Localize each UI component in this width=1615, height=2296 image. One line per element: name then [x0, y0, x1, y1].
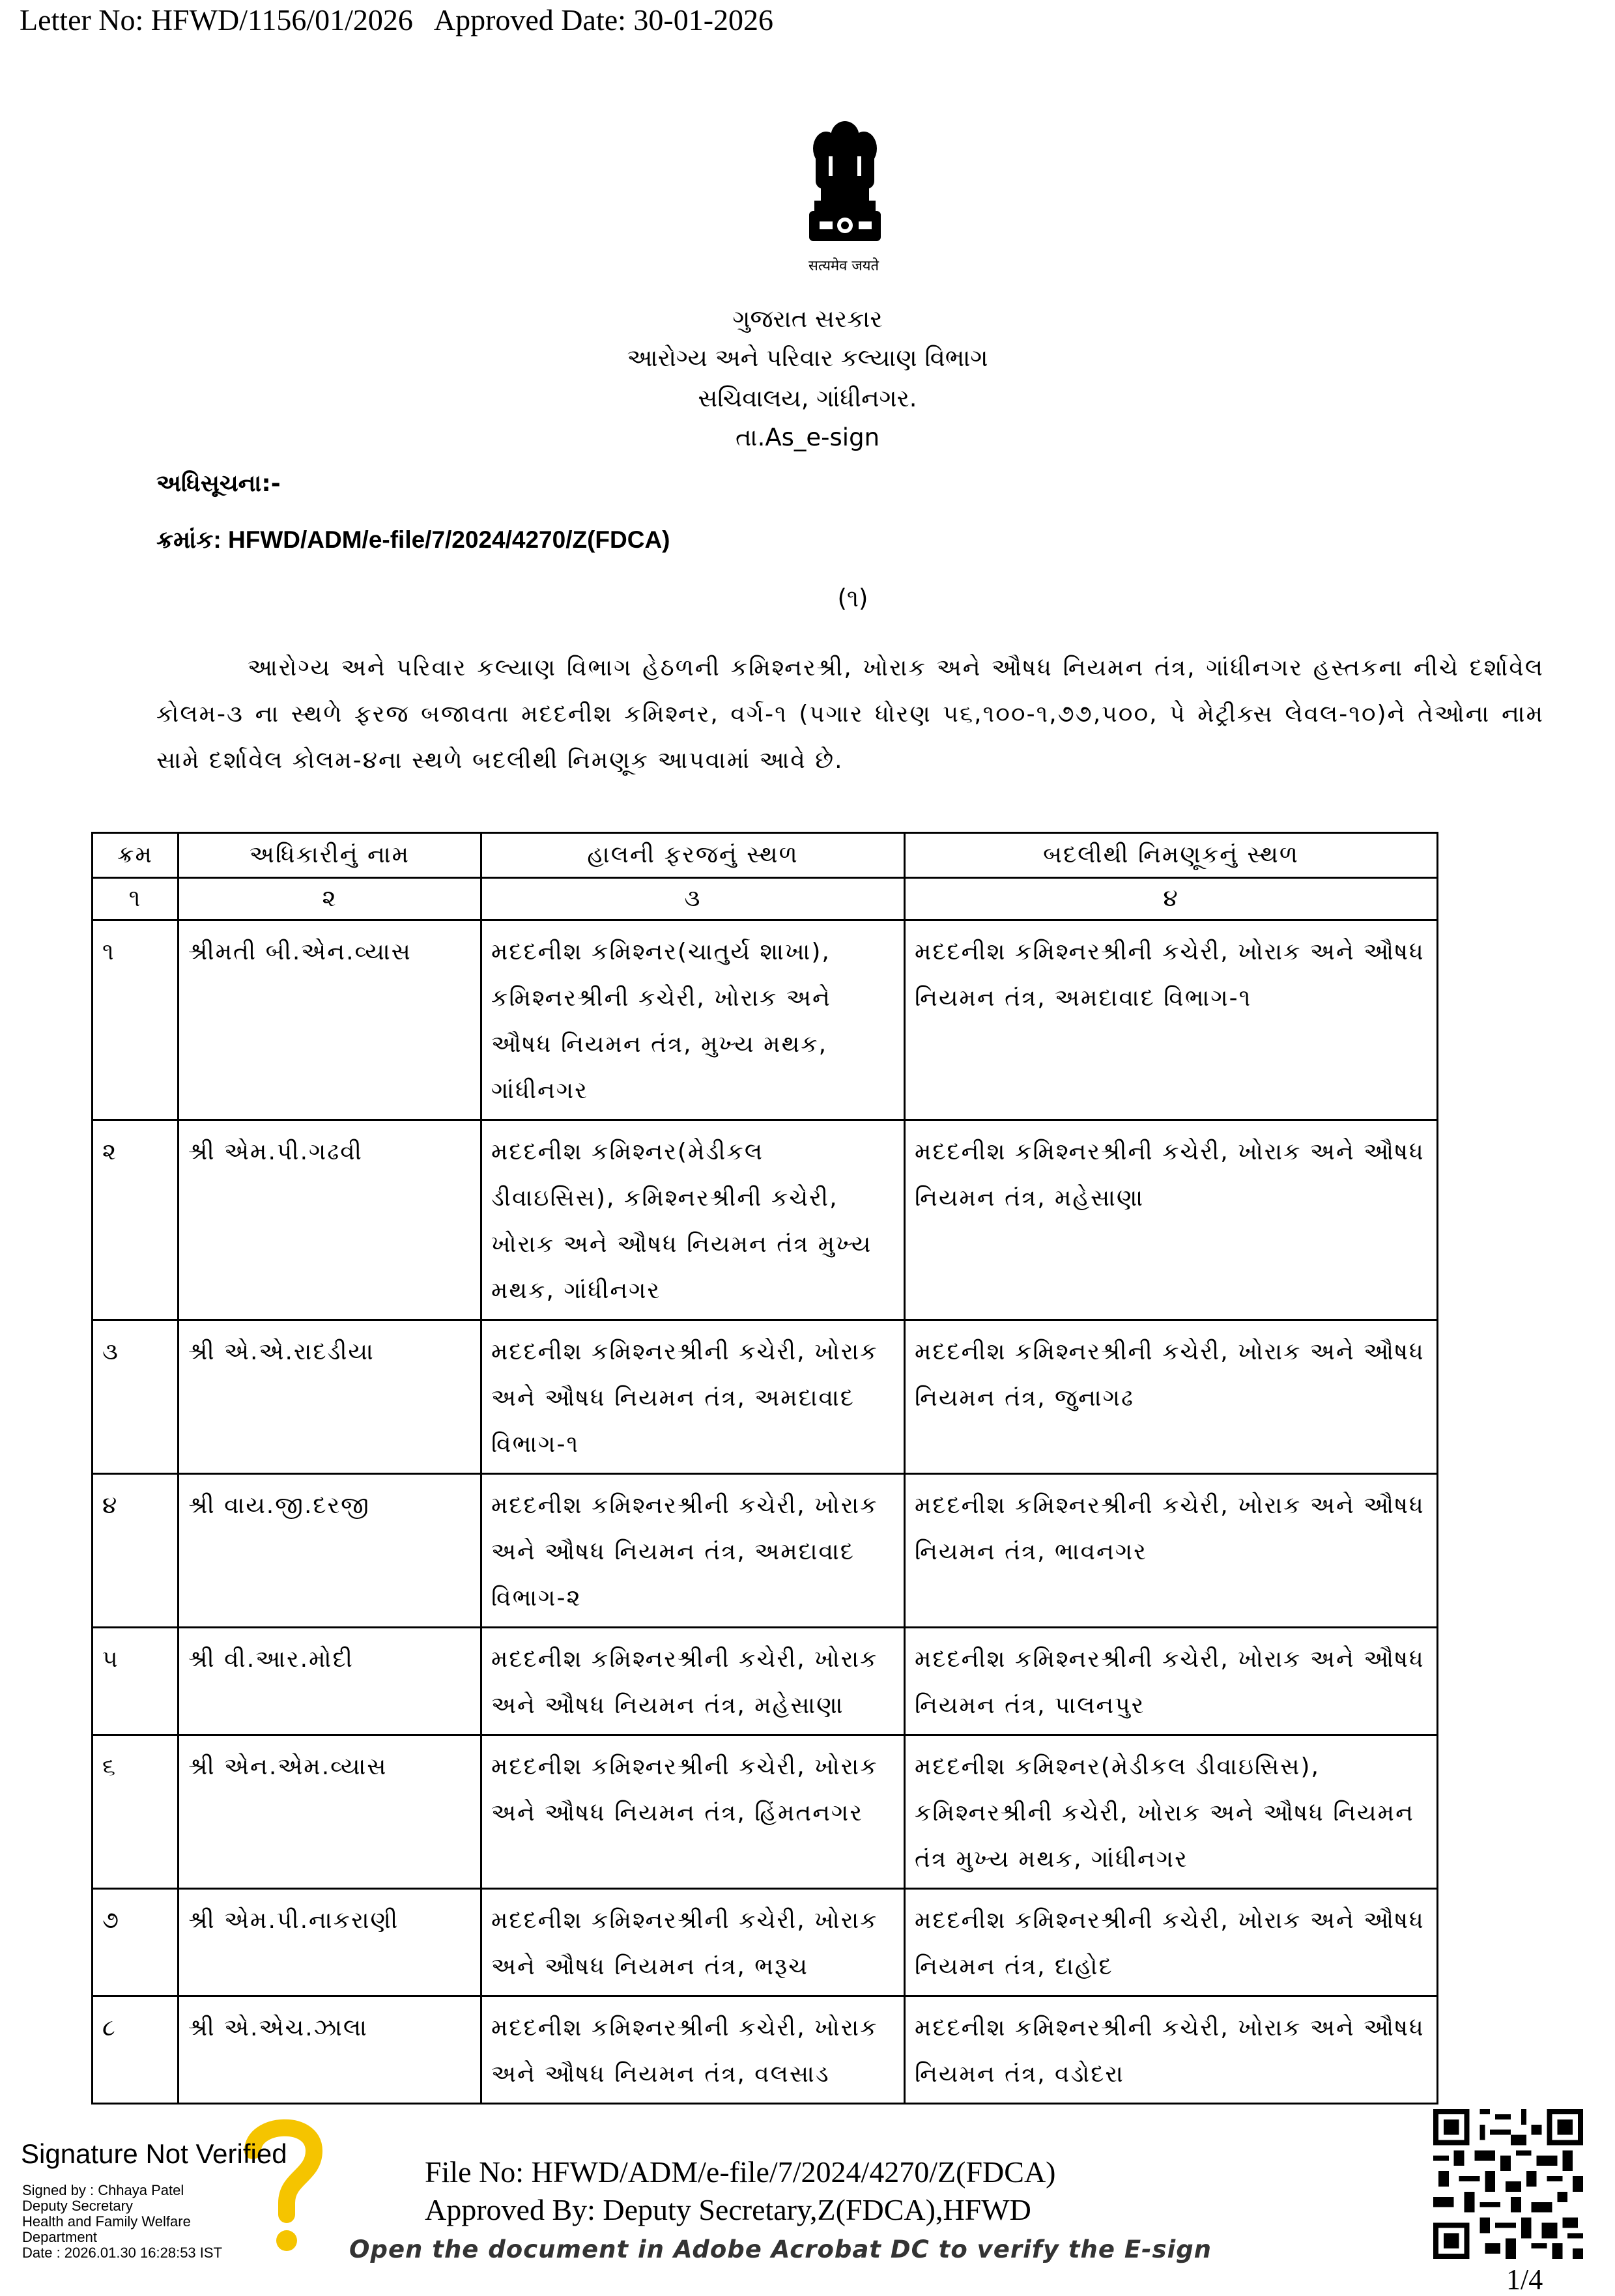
- table-row: [93, 1996, 1438, 2104]
- signer-department-cont: Department: [22, 2229, 97, 2245]
- serial-cell: ૭: [93, 1889, 179, 1996]
- signed-by: Signed by : Chhaya Patel: [22, 2182, 184, 2198]
- officer-name-cell: શ્રી એન.એમ.વ્યાસ: [179, 1735, 481, 1889]
- table-row: [93, 1889, 1438, 1996]
- signer-designation: Deputy Secretary: [22, 2198, 133, 2214]
- table-row: [93, 1628, 1438, 1735]
- table-row: [93, 920, 1438, 1120]
- new-posting-cell: મદદનીશ કમિશ્નરશ્રીની કચેરી, ખોરાક અને ઔષધ નિયમન તંત્ર, ભાવનગર: [905, 1474, 1438, 1628]
- officer-name-cell: શ્રી એમ.પી.નાકરાણી: [179, 1889, 481, 1996]
- current-posting-cell: મદદનીશ કમિશ્નર(મેડીકલ ડીવાઇસિસ), કમિશ્નરશ્રીની કચેરી, ખોરાક અને ઔષધ નિયમન તંત્ર મુખ્ય મથક, ગાંધીનગર: [481, 1120, 905, 1320]
- new-posting-cell: મદદનીશ કમિશ્નરશ્રીની કચેરી, ખોરાક અને ઔષધ નિયમન તંત્ર, પાલનપુર: [905, 1628, 1438, 1735]
- current-posting-cell: મદદનીશ કમિશ્નરશ્રીની કચેરી, ખોરાક અને ઔષધ નિયમન તંત્ર, અમદાવાદ વિભાગ-૨: [481, 1474, 905, 1628]
- paragraph-number: (૧): [837, 584, 868, 612]
- serial-cell: ૨: [93, 1120, 179, 1320]
- notification-paragraph: આરોગ્ય અને પરિવાર કલ્યાણ વિભાગ હેઠળની કમિશ્નરશ્રી, ખોરાક અને ઔષધ નિયમન તંત્ર, ગાંધીનગર હસ્તકના નીચે દર્શાવેલ કોલમ-૩ ના સ્થળે ફરજ બજાવતા મદદનીશ કમિશ્નર, વર્ગ-૧ (પગાર ધોરણ ૫૬,૧૦૦-૧,૭૭,૫૦૦, પે મેટ્રીક્સ લેવલ-૧૦)ને તેઓના નામ સામે દર્શાવેલ કોલમ-૪ના સ્થળે બદલીથી નિમણૂક આપવામાં આવે છે.: [156, 655, 1544, 774]
- officer-name-cell: શ્રી એ.એચ.ઝાલા: [179, 1996, 481, 2104]
- signature-unverified-question-icon[interactable]: [241, 2110, 326, 2260]
- signer-department: Health and Family Welfare: [22, 2213, 191, 2230]
- serial-cell: ૩: [93, 1320, 179, 1474]
- header-serial: ક્રમ: [93, 833, 179, 878]
- current-posting-cell: મદદનીશ કમિશ્નરશ્રીની કચેરી, ખોરાક અને ઔષધ નિયમન તંત્ર, ભરૂચ: [481, 1889, 905, 1996]
- header-new-posting: બદલીથી નિમણૂકનું સ્થળ: [905, 833, 1438, 878]
- column-number: ૪: [905, 878, 1438, 920]
- new-posting-cell: મદદનીશ કમિશ્નરશ્રીની કચેરી, ખોરાક અને ઔષધ નિયમન તંત્ર, મહેસાણા: [905, 1120, 1438, 1320]
- table-header-row: [93, 833, 1438, 878]
- office-location: સચિવાલય, ગાંધીનગર.: [698, 384, 917, 412]
- officer-name-cell: શ્રીમતી બી.એન.વ્યાસ: [179, 920, 481, 1120]
- table-row: [93, 1120, 1438, 1320]
- serial-cell: ૬: [93, 1735, 179, 1889]
- new-posting-cell: મદદનીશ કમિશ્નરશ્રીની કચેરી, ખોરાક અને ઔષધ નિયમન તંત્ર, દાહોદ: [905, 1889, 1438, 1996]
- serial-cell: ૧: [93, 920, 179, 1120]
- serial-cell: ૪: [93, 1474, 179, 1628]
- signature-date: Date : 2026.01.30 16:28:53 IST: [22, 2245, 223, 2261]
- column-number: ૩: [481, 878, 905, 920]
- serial-cell: ૫: [93, 1628, 179, 1735]
- column-number-row: [93, 878, 1438, 920]
- department-name: આરોગ્ય અને પરિવાર કલ્યાણ વિભાગ: [627, 344, 988, 372]
- verify-note: Open the document in Adobe Acrobat DC to verify the E-sign: [349, 2235, 1212, 2263]
- letter-number-line: Letter No: HFWD/1156/01/2026 Approved Date: 30-01-2026: [20, 3, 774, 36]
- officer-name-cell: શ્રી એ.એ.રાદડીયા: [179, 1320, 481, 1474]
- table-row: [93, 1735, 1438, 1889]
- column-number: ૨: [179, 878, 481, 920]
- officer-name-cell: શ્રી વાય.જી.દરજી: [179, 1474, 481, 1628]
- officer-name-cell: શ્રી વી.આર.મોદી: [179, 1628, 481, 1735]
- government-name: ગુજરાત સરકાર: [732, 305, 883, 333]
- new-posting-cell: મદદનીશ કમિશ્નરશ્રીની કચેરી, ખોરાક અને ઔષધ નિયમન તંત્ર, અમદાવાદ વિભાગ-૧: [905, 920, 1438, 1120]
- header-current-posting: હાલની ફરજનું સ્થળ: [481, 833, 905, 878]
- signature-details: [22, 2183, 222, 2261]
- table-row: [93, 1320, 1438, 1474]
- table-row: [93, 1474, 1438, 1628]
- current-posting-cell: મદદનીશ કમિશ્નર(ચાતુર્ય શાખા), કમિશ્નરશ્રીની કચેરી, ખોરાક અને ઔષધ નિયમન તંત્ર, મુખ્ય મથક, ગાંધીનગર: [481, 920, 905, 1120]
- signature-status: Signature Not Verified: [21, 2138, 287, 2169]
- order-number: ક્રમાંક: HFWD/ADM/e-file/7/2024/4270/Z(FDCA): [156, 526, 670, 553]
- current-posting-cell: મદદનીશ કમિશ્નરશ્રીની કચેરી, ખોરાક અને ઔષધ નિયમન તંત્ર, હિંમતનગર: [481, 1735, 905, 1889]
- new-posting-cell: મદદનીશ કમિશ્નરશ્રીની કચેરી, ખોરાક અને ઔષધ નિયમન તંત્ર, જુનાગઢ: [905, 1320, 1438, 1474]
- approved-by: Approved By: Deputy Secretary,Z(FDCA),HFWD: [425, 2193, 1031, 2226]
- officer-name-cell: શ્રી એમ.પી.ગઢવી: [179, 1120, 481, 1320]
- qr-code-icon: [1433, 2109, 1583, 2259]
- current-posting-cell: મદદનીશ કમિશ્નરશ્રીની કચેરી, ખોરાક અને ઔષધ નિયમન તંત્ર, વલસાડ: [481, 1996, 905, 2104]
- column-number: ૧: [93, 878, 179, 920]
- notification-heading: અધિસૂચના:-: [156, 470, 281, 497]
- serial-cell: ૮: [93, 1996, 179, 2104]
- date-line: તા.As_e-sign: [735, 423, 880, 451]
- emblem-motto: सत्यमेव जयते: [808, 258, 879, 274]
- new-posting-cell: મદદનીશ કમિશ્નર(મેડીકલ ડીવાઇસિસ), કમિશ્નરશ્રીની કચેરી, ખોરાક અને ઔષધ નિયમન તંત્ર મુખ્ય મથક, ગાંધીનગર: [905, 1735, 1438, 1889]
- page-number: 1/4: [1506, 2263, 1543, 2295]
- current-posting-cell: મદદનીશ કમિશ્નરશ્રીની કચેરી, ખોરાક અને ઔષધ નિયમન તંત્ર, અમદાવાદ વિભાગ-૧: [481, 1320, 905, 1474]
- transfer-table: [91, 832, 1438, 2105]
- current-posting-cell: મદદનીશ કમિશ્નરશ્રીની કચેરી, ખોરાક અને ઔષધ નિયમન તંત્ર, મહેસાણા: [481, 1628, 905, 1735]
- new-posting-cell: મદદનીશ કમિશ્નરશ્રીની કચેરી, ખોરાક અને ઔષધ નિયમન તંત્ર, વડોદરા: [905, 1996, 1438, 2104]
- header-officer-name: અધિકારીનું નામ: [179, 833, 481, 878]
- file-number: File No: HFWD/ADM/e-file/7/2024/4270/Z(FDCA): [425, 2155, 1056, 2189]
